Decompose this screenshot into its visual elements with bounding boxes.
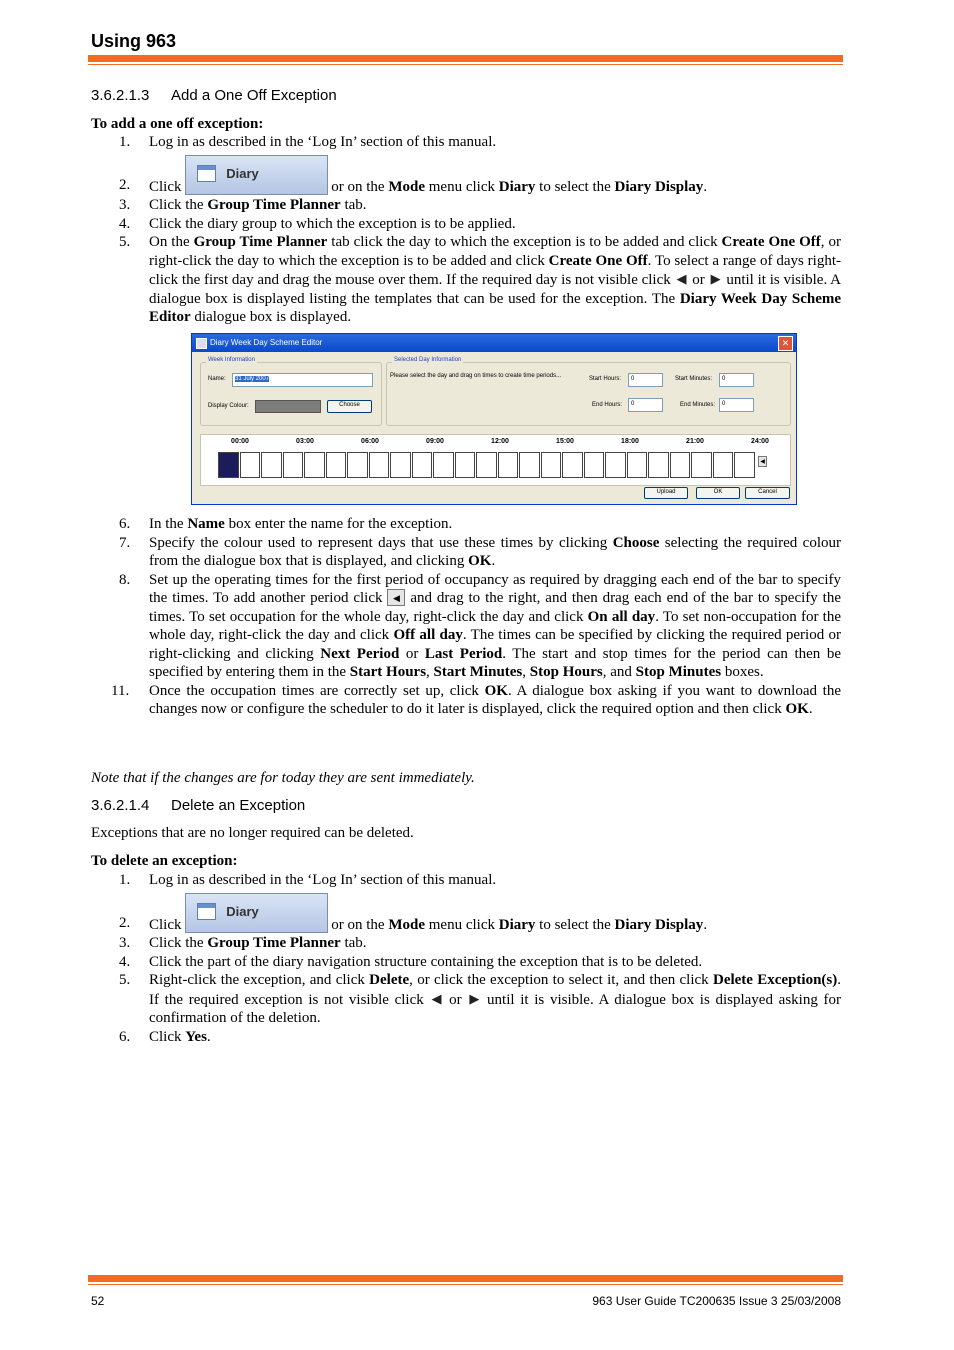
time-cell[interactable]: [304, 452, 325, 478]
time-cell[interactable]: [691, 452, 712, 478]
time-cell[interactable]: [433, 452, 454, 478]
choose-button[interactable]: Choose: [327, 400, 372, 413]
time-cell[interactable]: [412, 452, 433, 478]
time-cell[interactable]: [455, 452, 476, 478]
group-label: Selected Day Information: [394, 357, 462, 363]
section-heading-add: [91, 87, 337, 104]
start-hours-field[interactable]: 0: [628, 373, 663, 387]
time-label: 21:00: [686, 438, 704, 445]
time-cell[interactable]: [648, 452, 669, 478]
header-rule-thin: [88, 64, 843, 65]
list-item: 4. Click the diary group to which the exception is to be applied.: [119, 215, 516, 232]
time-cell[interactable]: [369, 452, 390, 478]
time-cell[interactable]: [519, 452, 540, 478]
calendar-icon: [197, 165, 216, 182]
diary-button[interactable]: Diary: [185, 893, 328, 933]
time-cell[interactable]: [240, 452, 261, 478]
delete-intro: Exceptions that are no longer required can be deleted.: [91, 825, 414, 841]
time-label: 03:00: [296, 438, 314, 445]
left-arrow-icon[interactable]: ◀: [431, 990, 442, 1006]
document-id: 963 User Guide TC200635 Issue 3 25/03/2008: [592, 1294, 841, 1308]
end-hours-label: End Hours:: [592, 402, 623, 408]
add-period-button[interactable]: ◀: [758, 456, 767, 467]
section-heading-delete: [91, 797, 305, 814]
left-arrow-icon[interactable]: ◀: [676, 271, 687, 286]
header-rule: [88, 55, 843, 62]
list-item: 4. Click the part of the diary navigation structure containing the exception that is to be deleted.: [119, 953, 703, 970]
time-cell[interactable]: [562, 452, 583, 478]
time-cell[interactable]: [670, 452, 691, 478]
selected-day-information-group: [386, 357, 791, 426]
ok-button[interactable]: OK: [696, 487, 740, 499]
list-item: 5. On the Group Time Planner tab click the day to which the exception is to be added and click Create One Off, or right-click the day to which the exception is to be added and click Create One Off. To select a range of days right-click the first day and drag the mouse over them. If the required day is not visible click ◀ or ▶ until it is visible. A dialogue box is displayed listing the templates that can be used for the exception. The Diary Week Day Scheme Editor dialogue box is displayed.: [119, 234, 842, 325]
header-title: Using 963: [91, 31, 177, 51]
lead-delete: To delete an exception:: [91, 853, 238, 869]
group-label: Week Information: [208, 357, 255, 363]
add-period-icon[interactable]: ◀: [387, 589, 405, 606]
upload-button[interactable]: Upload: [644, 487, 688, 499]
time-cell[interactable]: [347, 452, 368, 478]
time-cell[interactable]: [734, 452, 755, 478]
section-title: Add a One Off Exception: [171, 87, 337, 104]
time-cell[interactable]: [218, 452, 239, 478]
time-cell[interactable]: [261, 452, 282, 478]
instruction-text: Please select the day and drag on times to create time periods...: [390, 373, 562, 379]
calendar-icon: [197, 903, 216, 920]
start-minutes-field[interactable]: 0: [719, 373, 754, 387]
page-number: 52: [91, 1294, 105, 1308]
week-information-group: [200, 357, 382, 426]
list-item: 3. Click the Group Time Planner tab.: [119, 197, 367, 213]
section-number: 3.6.2.1.3: [91, 87, 150, 104]
diary-button[interactable]: Diary: [185, 155, 328, 195]
section-title: Delete an Exception: [171, 797, 306, 814]
colour-swatch: [255, 400, 321, 413]
window-icon: [196, 338, 207, 349]
time-cells[interactable]: [218, 452, 756, 478]
time-cell[interactable]: [498, 452, 519, 478]
time-cell[interactable]: [390, 452, 411, 478]
time-label: 24:00: [751, 438, 769, 445]
list-item: 11. Once the occupation times are correctly set up, click OK. A dialogue box asking if you want to download the changes now or configure the scheduler to do it later is displayed, click the required option and then click OK.: [111, 682, 841, 717]
add-steps-continued: [91, 515, 841, 719]
name-label: Name:: [208, 376, 226, 382]
diary-week-day-scheme-editor-dialog: [191, 333, 797, 505]
list-item: 7. Specify the colour used to represent days that use these times by clicking Choose selecting the required colour from the dialogue box that is displayed, and clicking OK.: [119, 534, 841, 569]
time-label: 09:00: [426, 438, 444, 445]
footer-rule-thin: [88, 1284, 843, 1285]
list-item: 3. Click the Group Time Planner tab.: [119, 935, 367, 951]
start-hours-label: Start Hours:: [589, 376, 622, 382]
time-label: 06:00: [361, 438, 379, 445]
list-item: 6. Click Yes.: [119, 1028, 211, 1045]
name-field[interactable]: [232, 373, 373, 387]
time-cell[interactable]: [476, 452, 497, 478]
right-arrow-icon[interactable]: ▶: [710, 271, 721, 286]
section-number: 3.6.2.1.4: [91, 797, 150, 814]
delete-steps: [91, 871, 841, 1046]
lead-add: To add a one off exception:: [91, 116, 264, 132]
time-cell[interactable]: [713, 452, 734, 478]
time-cell[interactable]: [541, 452, 562, 478]
timeline[interactable]: [200, 434, 791, 486]
list-item: 1. Log in as described in the ‘Log In’ section of this manual.: [119, 872, 497, 888]
close-icon[interactable]: ✕: [778, 336, 793, 351]
time-label: 12:00: [491, 438, 509, 445]
list-item: 1. Log in as described in the ‘Log In’ section of this manual.: [119, 134, 497, 150]
time-label: 00:00: [231, 438, 249, 445]
list-item: 5. Right-click the exception, and click Delete, or click the exception to select it, and then click Delete Exception(s). If the required exception is not visible click ◀ or ▶ until it is visible. A dialogue box is displayed asking for confirmation of the deletion.: [119, 972, 842, 1026]
cancel-button[interactable]: Cancel: [745, 487, 790, 499]
time-label: 15:00: [556, 438, 574, 445]
right-arrow-icon[interactable]: ▶: [469, 990, 480, 1006]
start-minutes-label: Start Minutes:: [675, 376, 713, 382]
end-hours-field[interactable]: 0: [628, 398, 663, 412]
time-label: 18:00: [621, 438, 639, 445]
display-colour-label: Display Colour:: [208, 403, 249, 409]
name-value: 31 July 2007: [235, 376, 270, 382]
time-cell[interactable]: [326, 452, 347, 478]
footer-rule: [88, 1275, 843, 1282]
end-minutes-label: End Minutes:: [680, 402, 716, 408]
time-cell[interactable]: [283, 452, 304, 478]
list-item: 8. Set up the operating times for the first period of occupancy as required by dragging each end of the bar to specify the times. To add another period click ◀ and drag to the right, and then drag each end of the bar to specify the times. To set occupation for the whole day, right-click the day and click On all day. To set non-occupation for the whole day, right-click the day and click Off all day. The times can be specified by clicking the required period or right-clicking and clicking Next Period or Last Period. The start and stop times for the period can then be specified by entering them in the Start Hours, Start Minutes, Stop Hours, and Stop Minutes boxes.: [119, 571, 842, 680]
list-item: 2. Click Diary or on the Mode menu click Diary to select the Diary Display.: [91, 155, 841, 197]
list-item: 2. Click Diary or on the Mode menu click Diary to select the Diary Display.: [91, 893, 841, 935]
note: Note that if the changes are for today they are sent immediately.: [91, 770, 475, 786]
time-cell[interactable]: [627, 452, 648, 478]
time-cell[interactable]: [605, 452, 626, 478]
time-cell[interactable]: [584, 452, 605, 478]
list-item: 6. In the Name box enter the name for the exception.: [119, 516, 453, 532]
add-steps: [91, 133, 841, 327]
dialog-titlebar: [192, 334, 796, 352]
dialog-title: Diary Week Day Scheme Editor: [210, 338, 323, 347]
end-minutes-field[interactable]: 0: [719, 398, 754, 412]
